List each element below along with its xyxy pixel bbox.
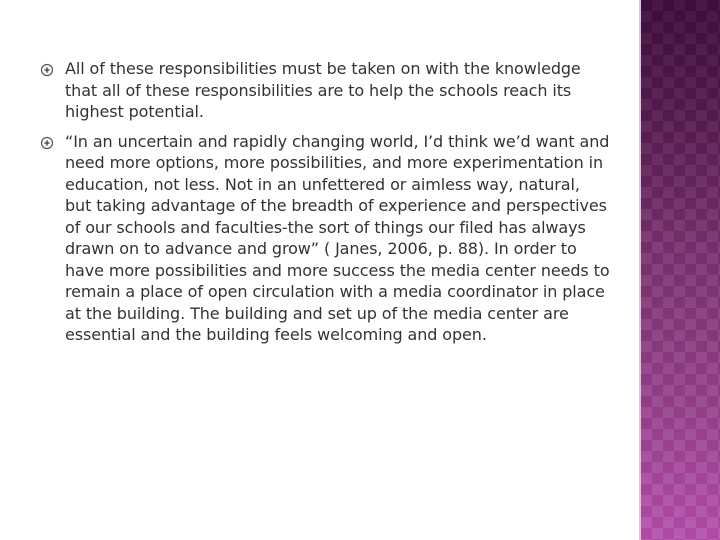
bullet-item-2: [40, 131, 610, 346]
bullet-item-1: [40, 58, 610, 123]
decorative-side-panel: [641, 0, 720, 540]
bullet-text: “In an uncertain and rapidly changing world, I’d think we’d want and need more options, more possibilities, and more experimentation in education, not less. Not in an unfettered or aimless way, natural, but taking advantage of the breadth of experience and perspectives of our schools and faculties-the sort of things our filed has always drawn on to advance and grow” ( Janes, 2006, p. 88). In order to have more possibilities and more success the media center needs to remain a place of open circulation with a media coordinator in place at the building. The building and set up of the media center are essential and the building feels welcoming and open.: [65, 131, 610, 344]
slide-content: [40, 58, 610, 354]
fleuron-icon: [40, 62, 54, 76]
fleuron-icon: [40, 135, 54, 149]
bullet-text: All of these responsibilities must be taken on with the knowledge that all of these responsibilities are to help the schools reach its highest potential.: [65, 59, 581, 121]
